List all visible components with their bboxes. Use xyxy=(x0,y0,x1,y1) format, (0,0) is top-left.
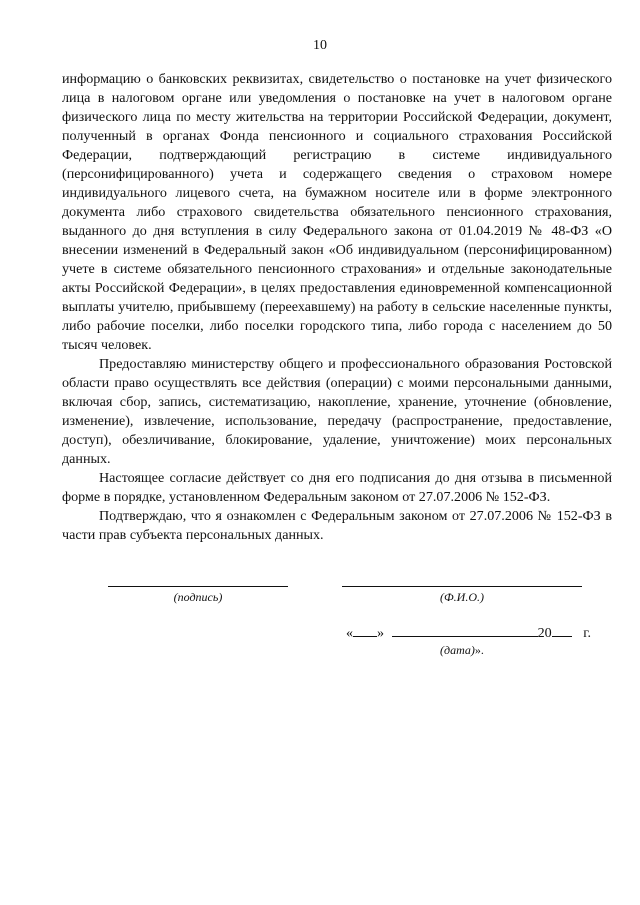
date-caption-tail: ». xyxy=(474,643,484,657)
date-close-quote: » xyxy=(377,625,385,641)
date-open-quote: « xyxy=(346,625,354,641)
date-caption xyxy=(440,643,510,657)
signature-line[interactable] xyxy=(108,586,288,587)
paragraph-consent-rights: Предоставляю министерству общего и профессионального образования Ростовской области право осуществлять все действия (операции) с моими персональными данными, включая сбор, запись, систематизацию, накопление, хранение, уточнение (обновление, изменение), извлечение, использование, передачу (распространение, предоставление, доступ), обезличивание, блокирование, удаление, уничтожение) моих персональных данных. xyxy=(62,356,612,467)
year-suffix: г. xyxy=(583,625,591,641)
date-row xyxy=(346,624,591,642)
full-name-line[interactable] xyxy=(342,586,582,587)
signature-caption: (подпись) xyxy=(173,590,223,604)
year-blank[interactable] xyxy=(552,624,572,637)
document-body xyxy=(62,70,612,545)
day-blank[interactable] xyxy=(353,624,377,637)
paragraph-acknowledgement: Подтверждаю, что я ознакомлен с Федеральным законом от 27.07.2006 № 152-ФЗ в части прав субъекта персональных данных. xyxy=(62,508,612,543)
date-caption-text: (дата) xyxy=(440,643,475,657)
year-prefix: 20 xyxy=(537,625,552,641)
paragraph-consent-validity: Настоящее согласие действует со дня его подписания до дня отзыва в письменной форме в порядке, установленном Федеральным законом от 27.07.2006 № 152-ФЗ. xyxy=(62,470,612,505)
page-number: 10 xyxy=(313,38,327,53)
paragraph-documents-list: информацию о банковских реквизитах, свидетельство о постановке на учет физического лица в налоговом органе или уведомления о постановке на учет в налоговом органе физического лица по месту жительства на территории Российской Федерации, документ, полученный в органах Фонда пенсионного и социального страхования Российской Федерации, подтверждающий регистрацию в системе индивидуального (персонифицированного) учета и содержащего сведения о страховом номере индивидуального лицевого счета, на бумажном носителе или в форме электронного документа либо страхового свидетельства обязательного пенсионного страхования, выданного до дня вступления в силу Федерального закона от 01.04.2019 № 48-ФЗ «О внесении изменений в Федеральный закон «Об индивидуальном (персонифицированном) учете в системе обязательного пенсионного страхования» и отдельные законодательные акты Российской Федерации», в целях предоставления единовременной компенсационной выплаты учителю, прибывшему (переехавшему) на работу в сельские населенные пункты, либо рабочие поселки, либо поселки городского типа, либо города с населением до 50 тысяч человек. xyxy=(62,71,612,353)
full-name-caption: (Ф.И.О.) xyxy=(440,590,484,604)
month-blank[interactable] xyxy=(392,624,538,637)
